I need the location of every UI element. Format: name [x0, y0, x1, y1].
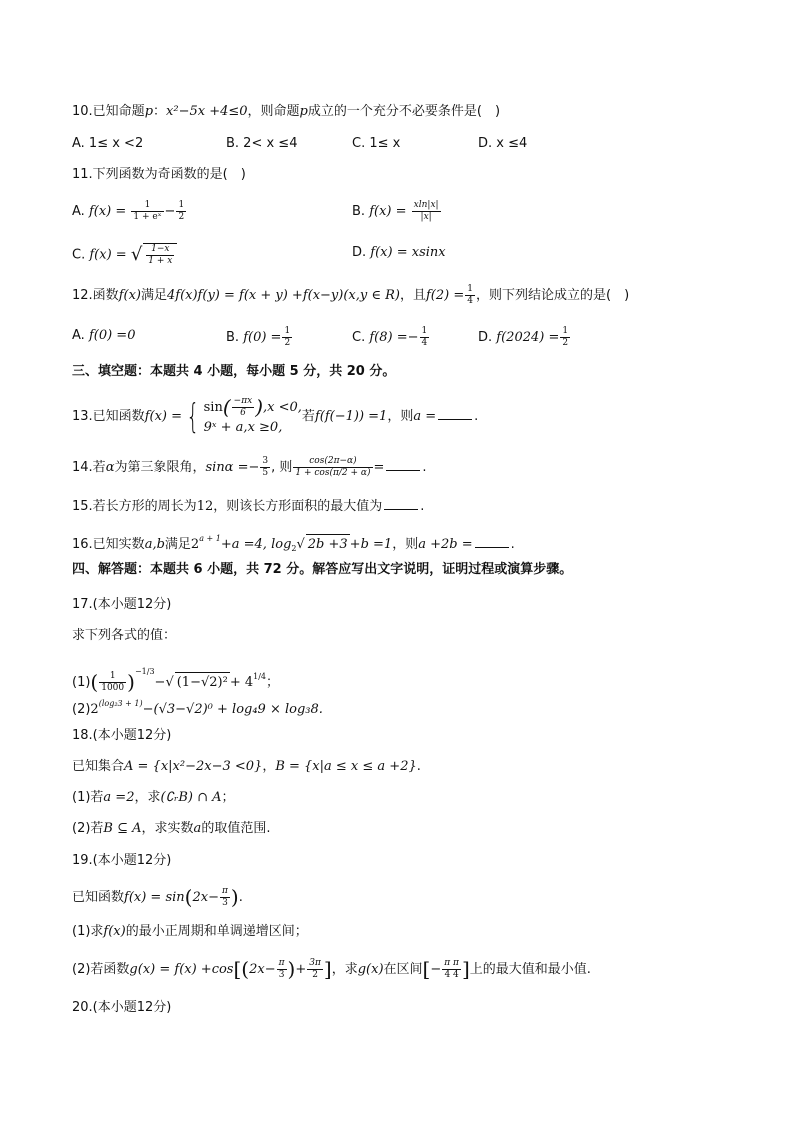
q19-paren-open-icon: ( — [184, 885, 193, 909]
q17-head: 17.(本小题12分) — [72, 597, 172, 612]
q19-p2-rest: ，求 — [331, 962, 358, 977]
q12-b-num: 1 — [284, 326, 291, 336]
q11-a-minus: − — [164, 204, 176, 219]
q12-frac — [465, 284, 475, 307]
q18-set-b: B = {x|a ≤ x ≤ a +2} — [275, 759, 417, 774]
q11-c-lhs: f(x) = — [89, 247, 127, 263]
q12-d-den: 2 — [562, 338, 569, 348]
q11-b-label: B. — [352, 204, 366, 219]
q10-colon: ： — [153, 104, 167, 119]
q11-c-sqrt — [143, 243, 177, 267]
q19-part2 — [72, 958, 591, 981]
q11-option-a — [72, 200, 187, 223]
q17-paren-close-icon: ) — [127, 670, 135, 694]
q19-bracket-open-icon: [ — [233, 957, 242, 981]
q19-stem — [72, 886, 243, 909]
q13-case1-frac — [232, 396, 255, 419]
q18-set-a: A = {x|x²−2x−3 <0} — [124, 759, 263, 774]
q10-p2: p — [299, 104, 308, 119]
q11-a-frac2 — [176, 200, 186, 223]
q14-big-num: cos(2π−α) — [293, 456, 372, 468]
q15-blank — [384, 499, 418, 510]
question-16 — [72, 529, 515, 559]
q13-rest: 若 — [301, 409, 315, 424]
q13-case1-pre: sin — [203, 400, 223, 415]
q13-end: . — [474, 409, 479, 424]
q12-c-den: 4 — [421, 338, 428, 348]
q16-ask: a +2b = — [418, 537, 473, 552]
q12-d-expr: f(2024) = — [496, 330, 560, 345]
q16-end: . — [510, 537, 515, 552]
q11-c-frac — [146, 244, 174, 267]
q19-bracket-close-icon: ] — [323, 957, 332, 981]
q11-c-radical-icon: √ — [130, 244, 143, 265]
q10-option-b: B. 2< x ≤4 — [226, 136, 298, 151]
q11-a-den: 1 + eˣ — [133, 212, 162, 222]
q19-p1-label: (1)求 — [72, 924, 104, 939]
q17-p1-sqrt: (1−√2)² — [175, 672, 230, 693]
q17-radical-icon: √ — [165, 675, 174, 690]
q14-stem: 14.若 — [72, 460, 106, 475]
q12-c-num: 1 — [421, 326, 428, 336]
q19-p2-frac2 — [307, 958, 323, 981]
q12-num: 1 — [467, 284, 473, 294]
q19-p2-paren-open-icon: ( — [241, 957, 250, 981]
q15-n: 12 — [196, 499, 214, 514]
q19-p2-mid: 在区间 — [383, 962, 423, 977]
q14-end: . — [422, 460, 427, 475]
q19-interval-close-icon: ] — [461, 957, 470, 981]
q19-fx: f(x) = sin — [124, 890, 185, 905]
q14-then: , 则 — [271, 460, 293, 475]
q18-p2-label: (2)若 — [72, 821, 104, 836]
q16-eq1-exp: a + 1 — [199, 534, 221, 543]
q13-rest2: ，则 — [387, 409, 414, 424]
q12-option-a — [72, 326, 135, 346]
q12-b-label: B. — [226, 330, 240, 345]
q18-part2 — [72, 819, 270, 839]
q18-p1-expr: (∁ᵣB) ∩ A — [160, 790, 222, 805]
q12-mid: 满足 — [140, 288, 167, 303]
q17-p1-mid: − — [154, 675, 166, 690]
q10-option-d: D. x ≤4 — [478, 136, 528, 151]
q16-ab: a,b — [144, 537, 165, 552]
q19-p2-gx: g(x) = f(x) +cos — [129, 962, 234, 977]
q18-stem — [72, 757, 421, 777]
q17-p1-den: 1000 — [101, 683, 125, 693]
q10-stem: 10.已知命题 — [72, 104, 145, 119]
q14-num: 3 — [262, 456, 269, 466]
q19-stem-text: 已知函数 — [72, 890, 125, 905]
q12-f2: f(2) = — [426, 288, 465, 303]
q14-eq: = — [373, 460, 385, 475]
q16-eq2-rest: +b =1 — [349, 537, 393, 552]
q11-a-lhs: f(x) = — [88, 204, 127, 219]
q10-option-c: C. 1≤ x — [352, 136, 401, 151]
q12-a-label: A. — [72, 328, 85, 343]
q16-mid: 满足 — [164, 537, 191, 552]
q19-p2-end: 上的最大值和最小值. — [469, 962, 591, 977]
q14-mid: 为第三象限角， — [114, 460, 206, 475]
q11-c-label: C. — [72, 247, 86, 263]
q12-rest: ，则下列结论成立的是( ) — [476, 288, 630, 303]
q11-d-label: D. — [352, 245, 367, 260]
q13-brace-icon: { — [186, 396, 200, 437]
q14-frac — [260, 456, 270, 479]
q19-arg-den: 3 — [222, 898, 228, 908]
q19-head: 19.(本小题12分) — [72, 853, 172, 868]
q10-rest2: 成立的一个充分不必要条件是( ) — [307, 104, 501, 119]
q16-blank — [475, 537, 509, 548]
q13-blank — [438, 409, 472, 420]
q19-p2-in-num: π — [278, 958, 285, 968]
q16-radical-icon: √ — [296, 537, 305, 552]
q17-p2-label: (2) — [72, 702, 91, 717]
q19-arg-num: π — [221, 886, 228, 896]
q13-case1-post: ,x <0, — [263, 400, 302, 415]
q18-p2-cond: B ⊆ A — [103, 821, 142, 836]
q11-option-d — [352, 243, 446, 263]
q13-paren-open-icon: ( — [222, 395, 231, 419]
q16-eq1-base: 2 — [190, 537, 200, 552]
q18-part1 — [72, 788, 235, 808]
q14-big-frac — [293, 456, 372, 479]
q14-sin: sinα =− — [205, 460, 260, 475]
q11-c-num: 1−x — [146, 244, 174, 256]
q18-comma: ， — [262, 759, 276, 774]
q19-p2-g: g(x) — [357, 962, 384, 977]
q18-p1-end: ； — [221, 790, 235, 805]
q12-c-frac — [420, 326, 430, 349]
q10-option-a: A. 1≤ x <2 — [72, 136, 144, 151]
q19-arg-pre: 2x− — [192, 890, 219, 905]
q16-log-base: 2 — [291, 544, 297, 553]
q13-fx: f(x) = — [144, 409, 182, 424]
q19-paren-close-icon: ) — [230, 885, 239, 909]
q19-p2-int-minus: − — [430, 962, 442, 977]
q17-p2-exp: (log₂3 + 1) — [98, 699, 143, 708]
q12-option-b — [226, 326, 293, 349]
q14-alpha: α — [105, 460, 115, 475]
q17-p1-exp: −1/3 — [134, 667, 155, 676]
q19-p2-frac1 — [277, 958, 287, 981]
q18-end: . — [416, 759, 421, 774]
q12-d-frac — [560, 326, 570, 349]
q12-b-frac — [282, 326, 292, 349]
q19-p2-in-den: 3 — [278, 970, 285, 980]
q18-p1-label: (1)若 — [72, 790, 104, 805]
q15-end: . — [420, 499, 425, 514]
q17-p1-plus: + 4 — [229, 675, 254, 690]
q11-a-frac1 — [131, 200, 163, 223]
q11-option-c — [72, 243, 177, 267]
q11-a-label: A. — [72, 204, 85, 219]
q12-option-c — [352, 326, 430, 349]
q12-b-expr: f(0) = — [243, 330, 282, 345]
q18-head: 18.(本小题12分) — [72, 728, 172, 743]
q19-p1-rest: 的最小正周期和单调递增区间； — [125, 924, 308, 939]
q17-stem: 求下列各式的值： — [72, 628, 177, 643]
q12-d-label: D. — [478, 330, 493, 345]
q12-a-expr: f(0) =0 — [88, 328, 136, 343]
q19-p2-int-den: 4 4 — [444, 970, 459, 980]
q11-b-den: |x| — [420, 212, 432, 222]
q13-case1-num: −πx — [233, 396, 253, 406]
q13-cases — [204, 396, 302, 437]
q18-p2-a: a — [193, 821, 202, 836]
q11-c-den: 1 + x — [148, 256, 173, 266]
q19-part1 — [72, 922, 308, 942]
q14-big-den: 1 + cos(π/2 + α) — [295, 468, 371, 478]
q14-den: 5 — [262, 468, 269, 478]
q19-p2-int-num: π π — [444, 958, 459, 968]
q10-rest: ，则命题 — [247, 104, 300, 119]
q11-b-lhs: f(x) = — [369, 204, 407, 219]
q17-part1 — [72, 662, 279, 694]
q12-d-num: 1 — [562, 326, 569, 336]
q18-p1-rest: ，求 — [134, 790, 161, 805]
question-12 — [72, 284, 629, 307]
q12-stem: 12.函数 — [72, 288, 119, 303]
q15-rest: ，则该长方形面积的最大值为 — [213, 499, 383, 514]
q16-then: ，则 — [392, 537, 419, 552]
q16-log: log — [271, 537, 292, 552]
q13-paren-close-icon: ) — [255, 395, 264, 419]
q12-den: 4 — [467, 296, 473, 306]
q11-option-b — [352, 200, 442, 223]
q17-part2 — [72, 694, 323, 720]
q13-case2: 9ˣ + a,x ≥0, — [203, 420, 283, 435]
q10-p: p — [144, 104, 154, 119]
q20-head: 20.(本小题12分) — [72, 1000, 172, 1015]
q16-eq1-rest: +a =4, — [220, 537, 267, 552]
q17-p2-base: 2 — [90, 702, 99, 717]
q19-p2-den2: 2 — [312, 970, 318, 980]
q11-d-expr: f(x) = xsinx — [370, 245, 446, 260]
question-14 — [72, 456, 427, 479]
q12-option-d — [478, 326, 571, 349]
q11-b-num: xln|x| — [413, 200, 439, 210]
q17-p1-end: ； — [265, 675, 279, 690]
q17-p1-exp2: 1/4 — [253, 672, 266, 681]
question-10 — [72, 102, 500, 122]
q11-b-frac — [412, 200, 441, 223]
q19-p1-fx: f(x) — [103, 924, 126, 939]
q13-case1-den: 6 — [240, 408, 246, 418]
q19-interval-open-icon: [ — [422, 957, 431, 981]
q19-arg-frac — [220, 886, 230, 909]
q17-p1-num: 1 — [99, 671, 126, 683]
q19-end: . — [238, 890, 243, 905]
q13-stem: 13.已知函数 — [72, 409, 145, 424]
q19-p2-int-frac — [442, 958, 461, 981]
q18-stem-text: 已知集合 — [72, 759, 125, 774]
q13-a: a = — [413, 409, 437, 424]
q13-case1 — [204, 396, 302, 419]
question-11: 11.下列函数为奇函数的是( ) — [72, 167, 246, 182]
q11-a-den2: 2 — [178, 212, 185, 222]
q19-p2-in-pre: 2x− — [249, 962, 276, 977]
q16-stem: 16.已知实数 — [72, 537, 145, 552]
question-15 — [72, 497, 424, 517]
q19-p2-plus: + — [295, 962, 307, 977]
q11-a-num: 1 — [131, 200, 163, 212]
q17-p1-label: (1) — [72, 675, 91, 690]
q12-eq: 4f(x)f(y) = f(x + y) +f(x−y)(x,y ∈ R) — [167, 288, 400, 303]
q11-a-num2: 1 — [178, 200, 185, 210]
q19-p2-paren-close-icon: ) — [287, 957, 296, 981]
q13-cond: f(f(−1)) =1 — [314, 409, 388, 424]
q19-p2-label: (2)若函数 — [72, 962, 130, 977]
q16-sqrt: 2b +3 — [306, 534, 350, 555]
q14-blank — [386, 460, 420, 471]
section-4-title: 四、解答题：本题共 6 小题，共 72 分。解答应写出文字说明，证明过程或演算步骤。 — [72, 562, 573, 577]
q18-p2-end: 的取值范围. — [201, 821, 271, 836]
q12-fx: f(x) — [118, 288, 141, 303]
q15-stem: 15.若长方形的周长为 — [72, 499, 197, 514]
q18-p1-cond: a =2 — [103, 790, 135, 805]
q17-p2-rest: −(√3−√2)⁰ + log₄9 × log₃8. — [142, 702, 323, 717]
section-3-title: 三、填空题：本题共 4 小题，每小题 5 分，共 20 分。 — [72, 364, 396, 379]
q10-expr: x²−5x +4≤0 — [166, 104, 248, 119]
q12-and: ，且 — [399, 288, 426, 303]
q18-p2-rest: ，求实数 — [141, 821, 194, 836]
q12-c-label: C. — [352, 330, 366, 345]
q12-c-expr: f(8) =− — [369, 330, 419, 345]
question-13 — [72, 396, 478, 437]
q17-p1-frac — [99, 671, 126, 694]
q19-p2-num2: 3π — [309, 958, 321, 968]
q17-paren-open-icon: ( — [90, 670, 99, 694]
q12-b-den: 2 — [284, 338, 291, 348]
